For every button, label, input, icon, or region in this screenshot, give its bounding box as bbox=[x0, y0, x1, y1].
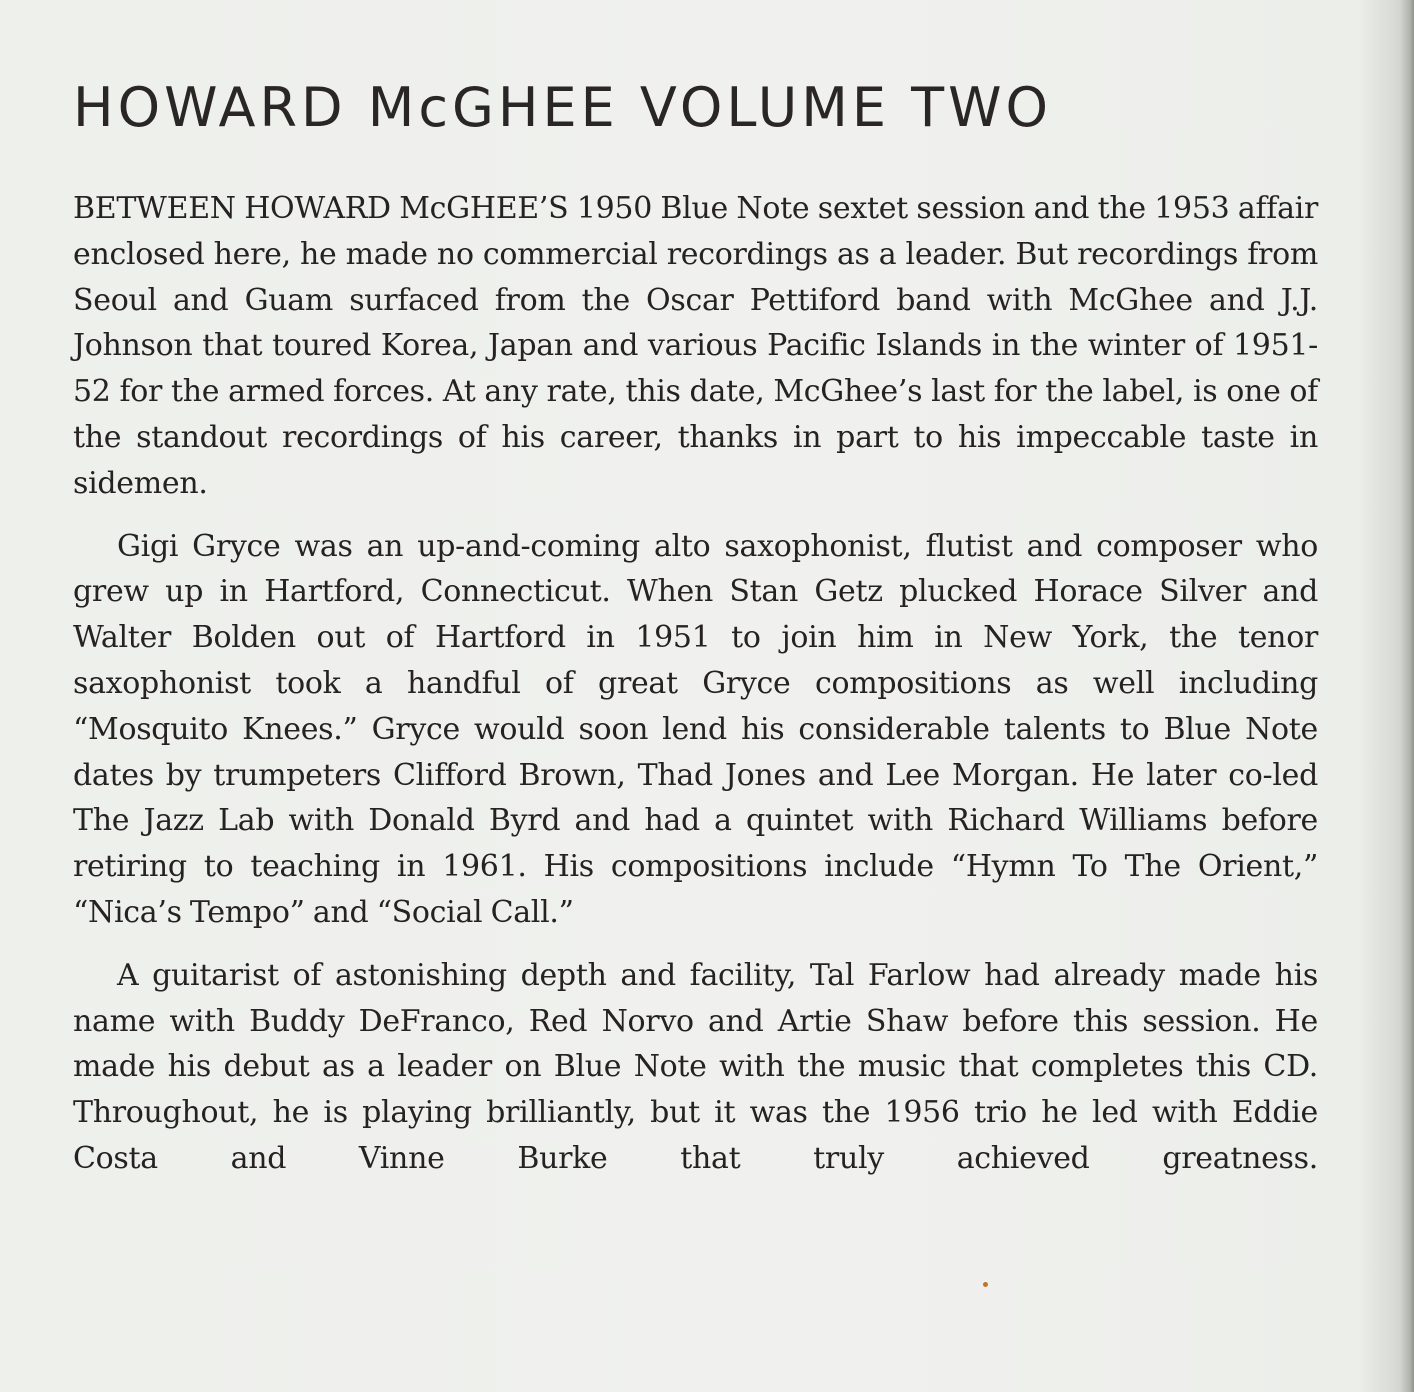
paper-speck bbox=[983, 1282, 988, 1287]
paragraph-tal-farlow: A guitarist of astonishing depth and facility, Tal Farlow had already made his name with Buddy DeFranco, Red Norvo and Artie Shaw before this session. He made his debut as a leader on Blue Note with the music that completes this CD. Throughout, he is playing brilliantly, but it was the 1956 trio he led with Eddie Costa and Vinne Burke that truly achieved greatness. bbox=[73, 957, 1318, 1176]
paragraph-intro: BETWEEN HOWARD McGHEE’S 1950 Blue Note sextet session and the 1953 affair enclosed here, he made no commercial recordings as a leader. But recordings from Seoul and Guam surfaced from the Oscar Pettiford band with McGhee and J.J. Johnson that toured Korea, Japan and various Pacific Islands in the winter of 1951-52 for the armed forces. At any rate, this date, McGhee’s last for the label, is one of the standout recordings of his career, thanks in part to his impeccable taste in sidemen. bbox=[73, 191, 1318, 501]
paragraph-gigi-gryce: Gigi Gryce was an up-and-coming alto saxophonist, flutist and composer who grew up in Hartford, Connecticut. When Stan Getz plucked Horace Silver and Walter Bolden out of Hartford in 1951 to join him in New York, the tenor saxophonist took a handful of great Gryce compositions as well including “Mosquito Knees.” Gryce would soon lend his considerable talents to Blue Note dates by trumpeters Clifford Brown, Thad Jones and Lee Morgan. He later co-led The Jazz Lab with Donald Byrd and had a quintet with Richard Williams before retiring to teaching in 1961. His compositions include “Hymn To The Orient,” “Nica’s Tempo” and “Social Call.” bbox=[73, 528, 1318, 930]
page-title: HOWARD McGHEE VOLUME TWO bbox=[73, 76, 1053, 139]
liner-notes-body bbox=[73, 186, 1318, 1199]
booklet-spine-shadow bbox=[1400, 0, 1414, 1392]
